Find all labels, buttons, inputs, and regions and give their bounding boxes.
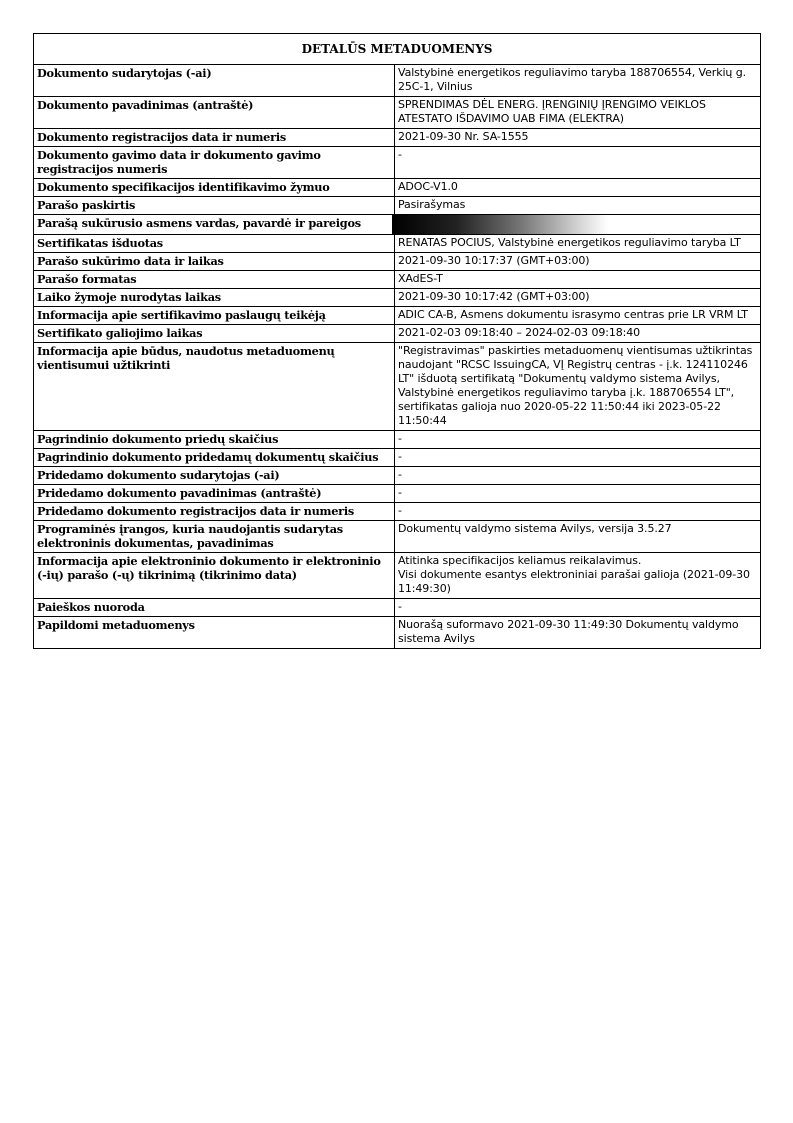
row-value: 2021-09-30 10:17:37 (GMT+03:00): [395, 253, 761, 271]
row-value: ADIC CA-B, Asmens dokumentu israsymo centras prie LR VRM LT: [395, 307, 761, 325]
row-value: 2021-02-03 09:18:40 – 2024-02-03 09:18:40: [395, 325, 761, 343]
redacted-value: [395, 215, 761, 235]
row-value: XAdES-T: [395, 271, 761, 289]
table-title: DETALŪS METADUOMENYS: [34, 34, 761, 65]
metadata-table: [33, 33, 761, 649]
table-row: [34, 617, 761, 649]
row-value: -: [395, 449, 761, 467]
table-row: [34, 147, 761, 179]
table-row: [34, 289, 761, 307]
row-label: Dokumento registracijos data ir numeris: [34, 129, 395, 147]
row-label: Pagrindinio dokumento priedų skaičius: [34, 431, 395, 449]
row-value: "Registravimas" paskirties metaduomenų vientisumas užtikrintas naudojant "RCSC IssuingCA, VĮ Registrų centras - į.k. 124110246 LT" išduotą sertifikatą "Dokumentų valdymo sistema Avilys, Valstybinė energetikos reguliavimo taryba į.k. 188706554 LT", sertifikatas galioja nuo 2020-05-22 11:50:44 iki 2023-05-22 11:50:44: [395, 343, 761, 431]
row-value: Valstybinė energetikos reguliavimo taryba 188706554, Verkių g. 25C-1, Vilnius: [395, 65, 761, 97]
row-label: Informacija apie būdus, naudotus metaduomenų vientisumui užtikrinti: [34, 343, 395, 431]
row-label: Dokumento sudarytojas (-ai): [34, 65, 395, 97]
row-value: Atitinka specifikacijos keliamus reikalavimus. Visi dokumente esantys elektroniniai parašai galioja (2021-09-30 11:49:30): [395, 553, 761, 599]
table-row: [34, 467, 761, 485]
row-label: Sertifikatas išduotas: [34, 235, 395, 253]
table-row: [34, 503, 761, 521]
row-value: Dokumentų valdymo sistema Avilys, versija 3.5.27: [395, 521, 761, 553]
table-row: [34, 307, 761, 325]
table-row: [34, 553, 761, 599]
row-value: 2021-09-30 Nr. SA-1555: [395, 129, 761, 147]
row-value: -: [395, 467, 761, 485]
row-label: Parašą sukūrusio asmens vardas, pavardė ir pareigos: [34, 215, 395, 235]
row-value: ADOC-V1.0: [395, 179, 761, 197]
table-row: [34, 235, 761, 253]
row-value: Nuorašą suformavo 2021-09-30 11:49:30 Dokumentų valdymo sistema Avilys: [395, 617, 761, 649]
row-label: Parašo sukūrimo data ir laikas: [34, 253, 395, 271]
row-value: -: [395, 431, 761, 449]
row-value: Pasirašymas: [395, 197, 761, 215]
row-value: -: [395, 599, 761, 617]
table-row: [34, 97, 761, 129]
table-row: [34, 431, 761, 449]
row-value: RENATAS POCIUS, Valstybinė energetikos reguliavimo taryba LT: [395, 235, 761, 253]
row-value: SPRENDIMAS DĖL ENERG. ĮRENGINIŲ ĮRENGIMO VEIKLOS ATESTATO IŠDAVIMO UAB FIMA (ELEKTRA): [395, 97, 761, 129]
table-row: [34, 215, 761, 235]
row-value: -: [395, 147, 761, 179]
table-row: [34, 197, 761, 215]
table-row: [34, 449, 761, 467]
table-row: [34, 65, 761, 97]
row-value: 2021-09-30 10:17:42 (GMT+03:00): [395, 289, 761, 307]
row-label: Informacija apie sertifikavimo paslaugų teikėją: [34, 307, 395, 325]
row-label: Informacija apie elektroninio dokumento ir elektroninio (-ių) parašo (-ų) tikrinimą (tikrinimo data): [34, 553, 395, 599]
row-label: Dokumento specifikacijos identifikavimo žymuo: [34, 179, 395, 197]
row-value: -: [395, 485, 761, 503]
row-label: Parašo formatas: [34, 271, 395, 289]
row-label: Programinės įrangos, kuria naudojantis sudarytas elektroninis dokumentas, pavadinimas: [34, 521, 395, 553]
row-label: Pridedamo dokumento sudarytojas (-ai): [34, 467, 395, 485]
row-label: Paieškos nuoroda: [34, 599, 395, 617]
table-row: [34, 599, 761, 617]
table-row: [34, 343, 761, 431]
table-header-row: [34, 34, 761, 65]
table-row: [34, 325, 761, 343]
row-label: Pridedamo dokumento registracijos data ir numeris: [34, 503, 395, 521]
row-label: Sertifikato galiojimo laikas: [34, 325, 395, 343]
table-row: [34, 129, 761, 147]
row-label: Dokumento gavimo data ir dokumento gavimo registracijos numeris: [34, 147, 395, 179]
row-label: Papildomi metaduomenys: [34, 617, 395, 649]
table-row: [34, 485, 761, 503]
table-row: [34, 179, 761, 197]
row-label: Parašo paskirtis: [34, 197, 395, 215]
row-label: Laiko žymoje nurodytas laikas: [34, 289, 395, 307]
row-value: -: [395, 503, 761, 521]
row-label: Pridedamo dokumento pavadinimas (antraštė): [34, 485, 395, 503]
table-row: [34, 521, 761, 553]
redaction-bar: [392, 214, 608, 234]
table-row: [34, 253, 761, 271]
row-label: Pagrindinio dokumento pridedamų dokumentų skaičius: [34, 449, 395, 467]
table-row: [34, 271, 761, 289]
row-label: Dokumento pavadinimas (antraštė): [34, 97, 395, 129]
